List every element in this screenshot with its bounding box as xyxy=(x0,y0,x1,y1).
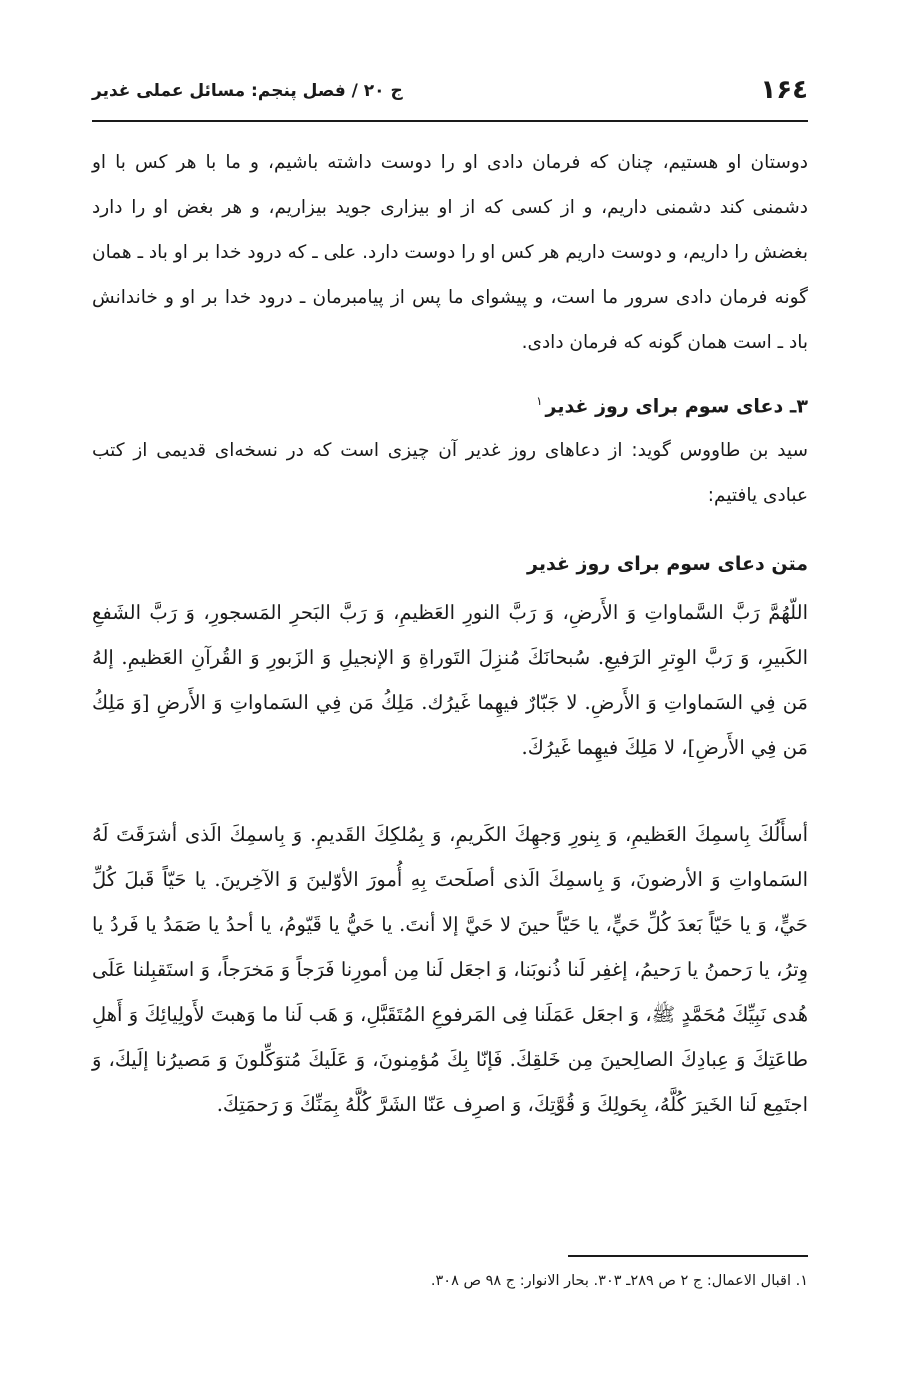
footnote-reference: ۱ xyxy=(536,394,543,408)
arabic-paragraph-2: أسأَلُكَ بِاسمِكَ العَظيمِ، وَ بِنورِ وَجهِكَ الكَريمِ، وَ بِمُلكِكَ القَديمِ. وَ بِاسمِكَ الَذى أشرَقَتَ لَهُ السَماواتِ وَ الأرضونَ، وَ بِاسمِكَ الَذى أصلَحتَ بِهِ أُمورَ الأوّلينَ وَ الآخِرينَ. يا حَيّاً قَبلَ كُلِّ حَيٍّ، وَ يا حَيّاً بَعدَ كُلِّ حَيٍّ، يا حَيّاً حينَ لا حَيَّ إلا أنتَ. يا حَيُّ يا قَيّومُ، يا أحدُ يا صَمَدُ يا فَردُ يا وِترُ، يا رَحمنُ يا رَحيمُ، إغفِر لَنا ذُنوبَنا، وَ اجعَل لَنا مِن أمورِنا فَرَجاً وَ مَخرَجاً، وَ استَقبِلنا عَلَى هُدى نَبِيِّكَ مُحَمَّدٍ ﷺ، وَ اجعَل عَمَلَنا فِى المَرفوعِ المُتَقَبَّلِ، وَ هَب لَنا ما وَهبتَ لأَولِيائِكَ وَ أَهلِ طاعَتِكَ وَ عِبادِكَ الصالِحينَ مِن خَلقِكَ. فَإنّا بِكَ مُؤمِنونَ، وَ عَلَيكَ مُتوَكِّلونَ وَ مَصيرُنا إلَيكَ، وَ اجتَمِع لَنا الخَيرَ كُلَّهُ، بِحَولِكَ وَ قُوَّتِكَ، وَ اصرِف عَنّا الشَرَّ كُلَّهُ بِمَنِّكَ وَ رَحمَتِكَ. xyxy=(92,823,808,1116)
page-number: ۱۶٤ xyxy=(760,75,808,105)
book-page xyxy=(92,0,808,1390)
footnote-divider xyxy=(568,1255,808,1257)
section-intro-paragraph: سید بن طاووس گوید: از دعاهای روز غدیر آن چیزی است که در نسخه‌ای قدیمی از کتب عبادی یافتیم: xyxy=(92,440,808,506)
footnote: ۱. اقبال الاعمال: ج ۲ ص ۲۸۹ـ ۳۰۳. بحار الانوار: ج ۹۸ ص ۳۰۸. xyxy=(430,1273,808,1289)
running-head: ج ۲۰ / فصل پنجم: مسائل عملی غدیر xyxy=(92,81,403,101)
page-header xyxy=(92,70,808,122)
prayer-subheading: متن دعای سوم برای روز غدیر xyxy=(527,553,808,575)
arabic-paragraph-1: اللّهُمَّ رَبَّ السَّماواتِ وَ الأَرضِ، وَ رَبَّ النورِ العَظيمِ، وَ رَبَّ البَحرِ المَسجورِ، وَ رَبَّ الشَفعِ الكَبيرِ، وَ رَبَّ الوِترِ الرَفيعِ. سُبحانَكَ مُنزِلَ التَوراةِ وَ الإنجيلِ وَ الزَبورِ وَ القُرآنِ العَظيمِ. إلهُ مَن فِي السَماواتِ وَ الأَرضِ. لا جَبّارٌ فيهِما غَيرُك. مَلِكُ مَن فِي السَماواتِ وَ الأَرضِ [وَ مَلِكُ مَن فِي الأَرضِ]، لا مَلِكَ فيهِما غَيرُكَ. xyxy=(92,601,808,759)
section-title: ۳ـ دعای سوم برای روز غدیر xyxy=(545,395,808,418)
intro-paragraph: دوستان او هستیم، چنان که فرمان دادی او را دوست داشته باشیم، و ما با هر کس با او دشمنی کند دشمنی داریم، و از کسی که از او بیزاری جوید بیزاریم، و هر بغض او را دارد بغضش را داریم، و دوست داریم هر کس او را دوست دارد. علی ـ که درود خدا بر او باد ـ همان گونه فرمان دادی سرور ما است، و پیشوای ما پس از پیامبرمان ـ درود خدا بر او و خاندانش باد ـ است همان گونه که فرمان دادی. xyxy=(92,152,808,353)
section-heading xyxy=(536,383,808,424)
